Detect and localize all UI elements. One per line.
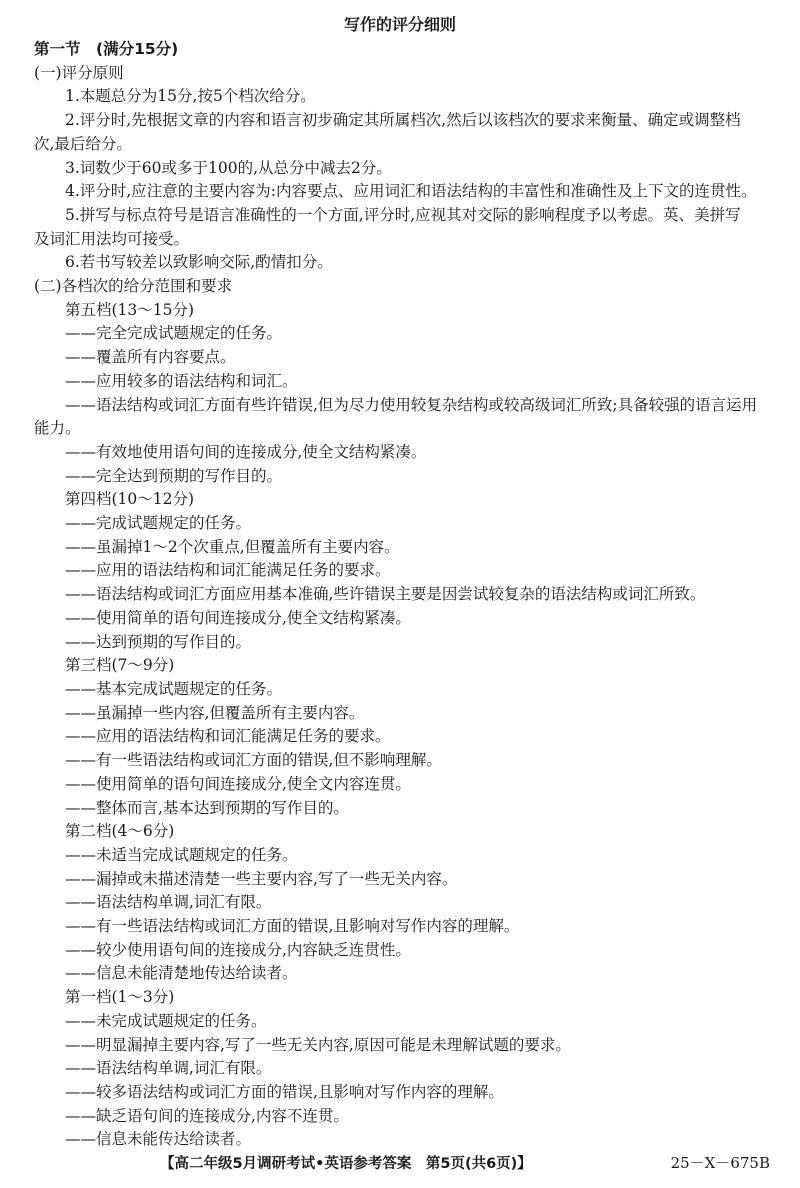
level-item: ——明显漏掉主要内容,写了一些无关内容,原因可能是未理解试题的要求。 <box>65 1035 571 1054</box>
level-item: ——有一些语法结构或词汇方面的错误,但不影响理解。 <box>65 751 442 770</box>
footer-code: 25－X－675B <box>670 1154 770 1172</box>
level-item: ——信息未能清楚地传达给读者。 <box>65 964 298 983</box>
level-name: 第五档(13～15分) <box>65 300 195 319</box>
level-item: ——漏掉或未描述清楚一些主要内容,写了一些无关内容。 <box>65 869 458 888</box>
level-item: ——应用较多的语法结构和词汇。 <box>65 371 298 390</box>
principle-item: 2.评分时,先根据文章的内容和语言初步确定其所属档次,然后以该档次的要求来衡量、确定或调整档 <box>65 111 741 130</box>
level-name: 第二档(4～6分) <box>65 822 175 841</box>
level-item: ——覆盖所有内容要点。 <box>65 348 236 367</box>
level-item: ——基本完成试题规定的任务。 <box>65 679 283 698</box>
level-item: ——完全达到预期的写作目的。 <box>65 466 283 485</box>
page-title: 写作的评分细则 <box>343 15 456 34</box>
page-footer <box>0 1152 800 1176</box>
level-item: ——虽漏掉一些内容,但覆盖所有主要内容。 <box>65 703 365 722</box>
section-heading: 第一节 (满分15分) <box>34 40 179 58</box>
level-item: ——缺乏语句间的连接成分,内容不连贯。 <box>65 1106 349 1125</box>
level-item: ——应用的语法结构和词汇能满足任务的要求。 <box>65 727 391 746</box>
principle-item: 6.若书写较差以致影响交际,酌情扣分。 <box>65 253 333 272</box>
level-item: ——虽漏掉1～2个次重点,但覆盖所有主要内容。 <box>65 537 400 556</box>
level-item: ——使用简单的语句间连接成分,使全文内容连贯。 <box>65 774 411 793</box>
level-item: ——整体而言,基本达到预期的写作目的。 <box>65 798 349 817</box>
level-name: 第三档(7～9分) <box>65 656 175 675</box>
level-item: ——语法结构单调,词汇有限。 <box>65 893 272 912</box>
principle-item-continuation: 次,最后给分。 <box>34 134 132 153</box>
level-item: ——语法结构或词汇方面应用基本准确,些许错误主要是因尝试较复杂的语法结构或词汇所致。 <box>65 585 706 604</box>
document-body <box>34 38 776 1152</box>
principle-item: 3.词数少于60或多于100的,从总分中减去2分。 <box>65 158 392 177</box>
level-item: ——语法结构或词汇方面有些许错误,但为尽力使用较复杂结构或较高级词汇所致;具备较强的语言运用 <box>65 395 758 414</box>
level-item: ——语法结构单调,词汇有限。 <box>65 1059 272 1078</box>
level-item: ——达到预期的写作目的。 <box>65 632 252 651</box>
level-name: 第四档(10～12分) <box>65 490 195 509</box>
level-item: ——较少使用语句间的连接成分,内容缺乏连贯性。 <box>65 940 411 959</box>
level-item: ——应用的语法结构和词汇能满足任务的要求。 <box>65 561 391 580</box>
level-item: ——信息未能传达给读者。 <box>65 1130 252 1149</box>
level-item: ——有一些语法结构或词汇方面的错误,且影响对写作内容的理解。 <box>65 917 520 936</box>
level-name: 第一档(1～3分) <box>65 988 175 1007</box>
level-item: ——未适当完成试题规定的任务。 <box>65 845 298 864</box>
levels-heading: (二)各档次的给分范围和要求 <box>34 277 233 296</box>
level-item: ——有效地使用语句间的连接成分,使全文结构紧凑。 <box>65 442 427 461</box>
footer-exam-info: 【高二年级5月调研考试•英语参考答案 第5页(共6页)】 <box>160 1156 532 1172</box>
level-item: ——使用简单的语句间连接成分,使全文结构紧凑。 <box>65 608 411 627</box>
principles-heading: (一)评分原则 <box>34 63 124 82</box>
principle-item-continuation: 及词汇用法均可接受。 <box>34 229 190 248</box>
level-item: ——完成试题规定的任务。 <box>65 514 252 533</box>
principle-item: 4.评分时,应注意的主要内容为:内容要点、应用词汇和语法结构的丰富性和准确性及上下文的连贯性。 <box>65 182 757 201</box>
level-item-continuation: 能力。 <box>34 419 81 438</box>
level-item: ——未完成试题规定的任务。 <box>65 1011 267 1030</box>
principle-item: 1.本题总分为15分,按5个档次给分。 <box>65 87 316 106</box>
level-item: ——完全完成试题规定的任务。 <box>65 324 283 343</box>
principle-item: 5.拼写与标点符号是语言准确性的一个方面,评分时,应视其对交际的影响程度予以考虑。英、美拼写 <box>65 205 741 224</box>
level-item: ——较多语法结构或词汇方面的错误,且影响对写作内容的理解。 <box>65 1082 504 1101</box>
